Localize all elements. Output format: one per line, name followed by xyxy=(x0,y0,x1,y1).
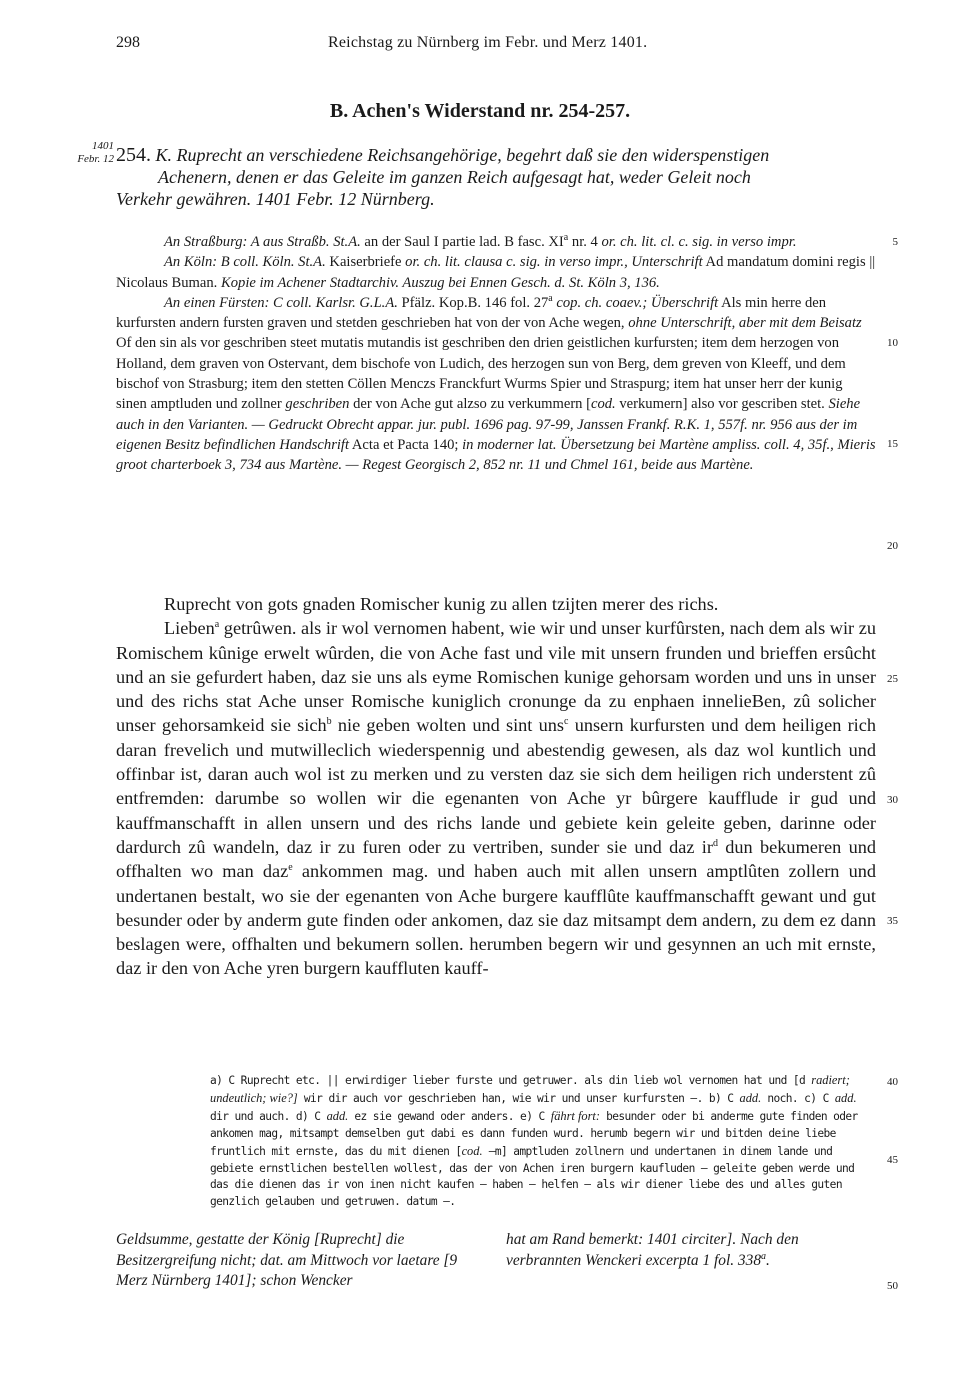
body-paragraph-2 xyxy=(116,616,876,980)
footnote-italic: fährt fort: xyxy=(550,1108,600,1123)
source-description: geschriben xyxy=(281,396,350,413)
source-apparatus xyxy=(116,232,876,476)
source-strassburg xyxy=(116,232,876,252)
footnote-italic: add. xyxy=(834,1090,857,1105)
body-paragraph-1: Ruprecht von gots gnaden Romischer kunig zu allen tzijten merer des richs. xyxy=(164,594,719,614)
commentary-left-column xyxy=(116,1230,460,1292)
footnote-text: —m] amptluden zollnern und undertanen in dinem lande und gebiete ernstlichen bestellen wollest, das der von Achen iren burgern kaufluden — geleite geben werde und das die dienen das ir von inen nicht kaufen — haben — helfen — als wir diener liebe des und alles guten genzlich gelauben und getruwen. datum —. xyxy=(210,1144,855,1209)
commentary-span: hat am Rand bemerkt: 1401 circiter]. Nach den verbrannten Wenckeri excerpta 1 fol. 338 xyxy=(506,1231,799,1269)
entry-head-line1: K. Ruprecht an verschiedene Reichsangehörige, begehrt daß sie den widerspenstigen xyxy=(155,145,770,165)
source-fuerst xyxy=(116,293,876,476)
source-text: Of den sin als vor geschriben steet mutatis mutandis ist geschriben den drien geistlichen kurfursten; item dem herzogen von Holland, dem graven von Ostervant, dem bischofe von Ludich, des herzogen sun von Berg, dem greven von Kleeff, und dem bischof von Strasburg; item den stetten Cöllen Menczs Franckfurt Wurms Spier und Straspurg; item hat unser herr der kunig sinen amptluden und zollner xyxy=(116,335,846,413)
line-number: 20 xyxy=(887,540,898,552)
entry-head-line3: Verkehr gewähren. 1401 Febr. 12 Nürnberg. xyxy=(116,189,435,209)
source-description: or. ch. lit. clausa c. sig. in verso impr., Unterschrift xyxy=(405,254,703,271)
body-text: ankommen mag. und haben auch mit allen unsern amptlûten zollern und undertanen bestalt, wo sie der egenanten von Ache burgere kaufflûte kauffmanschafft gewant und gut besunder oder by anderm gute finden oder ankomen, daz sie daz mitsampt dem andern, zu dem ez dann beslagen were, offhalten und bekumern sollen. herumben begern wir und gesynnen an uch mit ernste, daz ir den von Ache yren burgern kauffluten kauff- xyxy=(116,861,876,979)
body-text: getrûwen. als ir wol vernomen habent, wie wir und unser kurfûrsten, nach dem als wir zu Romischem kûnige erwelt wûrden, die von Ache fast und vile mit unsern frunden und brieffen ersûcht und an sie gefurdert haben, daz sie uns als eyme Romischen kunige gehorsam worden und uns in unser und des richs stat Ache unser Romische kuniglich cronunge da zu enphaen innelieBen, zû solicher unser gehorsamkeid sie sich xyxy=(116,618,876,736)
source-description: Kopie im Achener Stadtarchiv. Auszug bei Ennen Gesch. d. St. Köln 3, 136. xyxy=(217,274,660,291)
section-heading: B. Achen's Widerstand nr. 254-257. xyxy=(329,100,631,122)
body-text: dun bekumeren und offhalten wo man daz xyxy=(116,836,876,882)
superscript: a xyxy=(548,293,553,305)
source-text: an der Saul I partie lad. B fasc. XI xyxy=(360,234,564,250)
footnote-italic: cod. xyxy=(461,1143,483,1158)
source-description: cop. ch. coaev.; Überschrift xyxy=(552,294,719,311)
footnote-italic: radiert; undeutlich; wie?] xyxy=(210,1073,850,1105)
line-number: 45 xyxy=(887,1154,898,1166)
source-text: Ad mandatum domini regis || Nicolaus Buman. xyxy=(116,254,876,291)
footnote-marker: c xyxy=(564,716,569,728)
line-number: 30 xyxy=(887,794,898,806)
body-text: unsern kurfursten und dem heiligen rich daran frevelich und mutwilleclich wiederspennig und abestendig gewesen, als daz wol kuntlich und offinbar ist, daran auch wol ist zu merken und zu versten daz sie sich dem heiligen rich understent zû entfremden: darumbe so wollen wir die egenanten von Ache yr bûrgere kaufflude ir gud und kauffmanschafft in allen unsern und des richs lande und gebiete kein geleite geben, darinne oder dardurch zû wandeln, daz ir zu furen oder zu vertriben, sunder sie und daz ir xyxy=(116,715,876,857)
source-description: in moderner lat. Übersetzung bei Martène ampliss. coll. 4, 35f., Mieris groot charterboek 3, 734 aus Martène. — Regest Georgisch 2, 852 nr. 11 und Chmel 161, beide aus Martène. xyxy=(116,436,876,474)
commentary-text xyxy=(506,1230,850,1271)
source-text: Pfälz. Kop.B. 146 fol. 27 xyxy=(397,294,549,311)
footnote-text: wir dir auch vor geschrieben han, wie wir und unser kurfursten —. b) C xyxy=(297,1091,740,1105)
footnote-text: ez sie gewand oder anders. e) C xyxy=(348,1109,551,1123)
margin-date-day: Febr. 12 xyxy=(77,153,114,165)
source-text: Kaiserbriefe xyxy=(325,254,406,271)
running-title: Reichstag zu Nürnberg im Febr. und Merz 1401. xyxy=(328,34,648,51)
source-text: nr. 4 xyxy=(568,234,602,250)
source-description: Siehe auch in den Varianten. — Gedruckt Obrecht appar. jur. publ. 1696 pag. 97-99, Janssen Frankf. R.K. 1, 557f. nr. 956 aus der im eigenen Besitz befindlichen Handschrift xyxy=(116,396,861,453)
footnote-text: dir und auch. d) C xyxy=(210,1109,327,1123)
line-number: 25 xyxy=(887,673,898,685)
source-koeln xyxy=(116,252,876,293)
entry-heading xyxy=(116,144,876,210)
source-description: or. ch. lit. cl. c. sig. in verso impr. xyxy=(601,234,797,250)
source-text: Als min herre den kurfursten andern fursten graven und stetden geschrieben hat von der von Ache wegen, xyxy=(116,294,827,332)
source-siglum-b: An Köln: B coll. Köln. St.A. xyxy=(164,254,326,271)
entry-head-line2: Achenern, denen er das Geleite im ganzen Reich aufgesagt hat, weder Geleit noch xyxy=(158,167,751,187)
commentary-right-column xyxy=(506,1230,850,1271)
commentary-text: Geldsumme, gestatte der König [Ruprecht] die Besitzergreifung nicht; dat. am Mittwoch vor laetare [9 Merz Nürnberg 1401]; schon Wencker xyxy=(116,1231,458,1290)
footnotes xyxy=(210,1072,874,1211)
margin-date-year: 1401 xyxy=(92,140,114,152)
commentary-span: . xyxy=(766,1251,770,1269)
superscript: a xyxy=(761,1250,767,1262)
line-number: 50 xyxy=(887,1280,898,1292)
line-number: 10 xyxy=(887,337,898,349)
footnote-italic: add. xyxy=(326,1108,349,1123)
line-number: 5 xyxy=(892,236,898,248)
footnote-text: a) C Ruprecht etc. || erwirdiger lieber furste und getruwer. als din lieb wol vernomen hat und [d xyxy=(210,1074,812,1087)
source-description: cod. xyxy=(590,396,616,413)
footnote-marker: e xyxy=(288,862,293,874)
footnote-marker: b xyxy=(326,716,332,728)
page-number: 298 xyxy=(116,34,140,51)
line-number: 40 xyxy=(887,1076,898,1088)
source-text: verkumern] also vor gescriben stet. xyxy=(615,396,825,413)
body-text: Lieben xyxy=(164,618,215,639)
source-text: Acta et Pacta 140; xyxy=(349,436,459,453)
margin-date xyxy=(60,140,114,166)
footnote-block xyxy=(210,1072,874,1211)
source-siglum-c: An einen Fürsten: C coll. Karlsr. G.L.A. xyxy=(164,294,398,311)
footnote-marker: a xyxy=(214,619,220,631)
source-description: ohne Unterschrift, aber mit dem Beisatz xyxy=(624,315,862,332)
document-body xyxy=(116,592,876,981)
footnote-marker: d xyxy=(712,837,718,849)
footnote-text: noch. c) C xyxy=(761,1091,835,1105)
source-text: der von Ache gut alzso zu verkummern [ xyxy=(349,396,591,413)
footnote-italic: add. xyxy=(739,1090,762,1105)
line-number: 35 xyxy=(887,915,898,927)
body-text: nie geben wolten und sint uns xyxy=(331,715,565,736)
line-number: 15 xyxy=(887,438,898,450)
source-siglum-a: An Straßburg: A aus Straßb. St.A. xyxy=(164,234,361,250)
superscript: a xyxy=(563,232,569,244)
entry-number: 254. xyxy=(116,144,151,166)
footnote-text: besunder oder bi anderme gute finden oder ankomen mag, mitsampt demselben gut dabi es dann funden wurd. herumb begern wir und bitden deine liebe fruntlich mit ernste, das du mit dienen [ xyxy=(210,1109,858,1158)
